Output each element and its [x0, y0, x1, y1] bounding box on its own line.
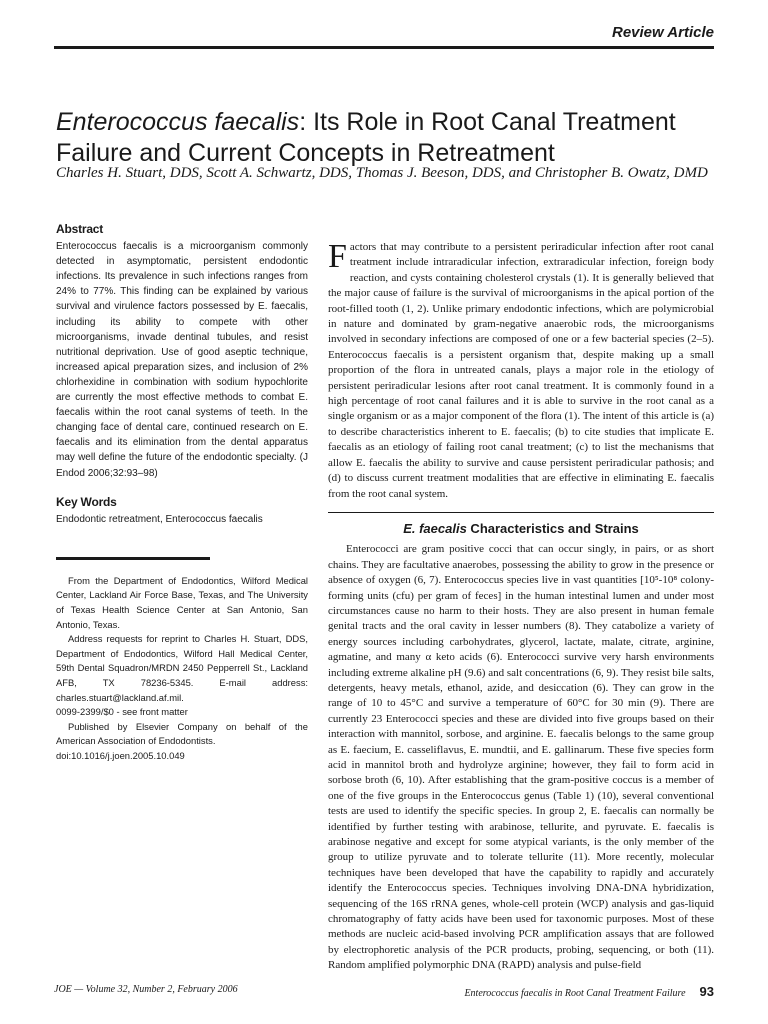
drop-cap: F	[328, 238, 347, 275]
left-column	[56, 222, 308, 764]
footer-journal: JOE — Volume 32, Number 2, February 2006	[54, 984, 238, 995]
right-column	[328, 240, 714, 974]
footer-running-title: Enterococcus faecalis in Root Canal Treatment Failure	[464, 988, 686, 999]
keywords-text: Endodontic retreatment, Enterococcus faecalis	[56, 513, 263, 525]
section-heading-italic: E. faecalis	[403, 520, 467, 536]
title-rest: : Its Role in Root Canal Treatment Failure and Current Concepts in Retreatment	[56, 107, 676, 167]
affiliation-address: Address requests for reprint to Charles H. Stuart, DDS, Department of Endodontics, Wilford Hall Medical Center, 59th Dental Squadron/MRDN 2450 Pepperrell St., Lackland AFB, TX 78236-5345. E-mail address: charles.stuart@lackland.af.mil.	[56, 633, 308, 703]
intro-paragraph	[328, 240, 714, 502]
top-rule	[54, 46, 714, 49]
authors: Charles H. Stuart, DDS, Scott A. Schwartz, DDS, Thomas J. Beeson, DDS, and Christopher B. Owatz, DMD	[56, 165, 708, 181]
abstract-heading: Abstract	[56, 222, 104, 236]
section-heading	[328, 521, 714, 536]
section-heading-rest: Characteristics and Strains	[466, 520, 639, 536]
title-italic: Enterococcus faecalis	[56, 107, 300, 136]
affiliation-publisher: Published by Elsevier Company on behalf of the American Association of Endodontists.	[56, 720, 308, 747]
page-number: 93	[699, 984, 714, 999]
affiliation-notes	[56, 574, 308, 764]
abstract-text: Enterococcus faecalis is a microorganism commonly detected in asymptomatic, persistent endodontic infections. Its prevalence in such infections ranges from 24% to 77%. This finding can be explained by various survival and virulence factors possessed by E. faecalis, including its ability to compete with other microorganisms, invade dentinal tubules, and resist nutritional deprivation. Use of good aseptic technique, increased apical preparation sizes, and inclusion of 2% chlorhexidine in combination with sodium hypochlorite are currently the most effective methods to combat E. faecalis within the root canal systems of teeth. In the changing face of dental care, continued research on E. faecalis and its elimination from the dental apparatus may well define the future of the endodontic specialty. (J Endod 2006;32:93–98)	[56, 241, 308, 479]
affiliation-rule	[56, 557, 210, 560]
keywords-heading: Key Words	[56, 494, 117, 509]
section-text: Enterococci are gram positive cocci that can occur singly, in pairs, or as short chains. They are facultative anaerobes, possessing the ability to grow in the presence or absence of oxygen (6, 7). Enterococcus species live in vast quantities [10⁵-10⁸ colony-forming units (cfu) per gram of feces] in the human intestinal lumen and under most circumstances cause no harm to their hosts. They are also present in human female genital tracts and the oral cavity in lesser numbers (8). They catabolize a variety of energy sources including carbohydrates, glycerol, lactate, malate, citrate, arginine, agmatine, and many α keto acids (6). Enterococci survive very harsh environments including extreme alkaline pH (9.6) and salt concentrations (6, 9). They resist bile salts, detergents, heavy metals, ethanol, azide, and desiccation (6). They can grow in the range of 10 to 45°C and survive a temperature of 60°C for 30 min (9). There are currently 23 Enterococci species and these are divided into five groups based on their interaction with mannitol, sorbose, and arginine. E. faecalis belongs to the same group as E. faecium, E. casseliflavus, E. mundtii, and E. gallinarum. These five species form acid in mannitol broth and hydrolyze arginine; however, they fail to form acid in sorbose broth (6, 10). After establishing that the gram-positive coccus is a member of one of the five groups in the Enterococcus genus (Table 1) (10), several conventional tests are used to identify the specific species. In group 2, E. faecalis can normally be identified by further testing with arabinose, tellurite, and pyruvate. E. faecalis is arabinose negative and except for some atypical variants, is the only member of the group to utilize pyruvate and to tolerate tellurite (11). More recently, molecular techniques have been developed that have the capability to rapidly and accurately identify the Enterococcus species. Techniques involving DNA-DNA hybridization, sequencing of the 16S rRNA genes, whole-cell protein (WCP) analysis and gas-liquid chromatography of fatty acids have been used for taxonomic purposes. Most of these methods are nucleic acid-based involving PCR amplification assays that are followed by electrophoretic analysis of the PCR products, probing, sequencing, or both (11). Random amplified polymorphic DNA (RAPD) analysis and pulse-field	[328, 543, 714, 972]
affiliation-doi[interactable]: doi:10.1016/j.joen.2005.10.049	[56, 749, 185, 761]
intro-text: actors that may contribute to a persistent periradicular infection after root canal treatment include intraradicular infection, extraradicular infection, foreign body reaction, and cysts containing cholesterol crystals (1). It is generally believed that the major cause of failure is the survival of microorganisms in the apical portion of the root-filled tooth (1, 2). Unlike primary endodontic infections, which are polymicrobial in nature and dominated by gram-negative anaerobic rods, the microorganisms involved in secondary infections are composed of one or a few bacterial species (2–5). Enterococcus faecalis is a persistent organism that, despite making up a small proportion of the flora in untreated canals, plays a major role in the etiology of persistent periradicular lesions after root canal treatment. It is commonly found in a high percentage of root canal failures and it is able to survive in the root canal as a single organism or as a major component of the flora (1). The intent of this article is (a) to describe characteristics inherent to E. faecalis; (b) to cite studies that implicate E. faecalis as an etiology of failing root canal treatment; (c) to list the mechanisms that allow E. faecalis the ability to survive and cause persistent periradicular pathosis; and (d) to discuss current treatment modalities that are effective in eliminating E. faecalis from the root canal system.	[328, 241, 714, 500]
affiliation-copyright: 0099-2399/$0 - see front matter	[56, 706, 188, 718]
footer-right	[464, 984, 714, 999]
section-tag: Review Article	[612, 24, 714, 41]
affiliation-from: From the Department of Endodontics, Wilford Medical Center, Lackland Air Force Base, Texas, and The University of Texas Health Science Center at San Antonio, San Antonio, Texas.	[56, 574, 308, 630]
section-rule	[328, 512, 714, 513]
article-title	[56, 107, 736, 169]
